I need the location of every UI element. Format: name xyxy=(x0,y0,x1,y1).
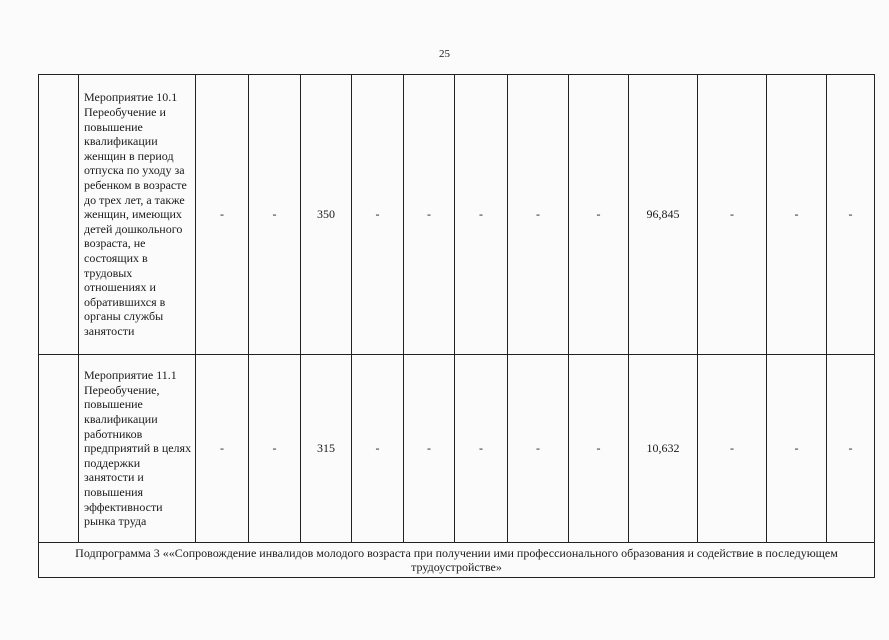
table-row xyxy=(39,355,875,543)
table-cell: - xyxy=(455,355,508,543)
activity-description: Мероприятие 11.1 Переобучение, повышение квалификации работников предприятий в целях поддержки занятости и повышения эффективности рынка труда xyxy=(79,355,196,543)
table-cell: - xyxy=(569,355,629,543)
table-cell: - xyxy=(698,75,767,355)
table-cell: - xyxy=(508,75,569,355)
table-cell: - xyxy=(352,355,404,543)
subprogram-title: Подпрограмма 3 ««Сопровождение инвалидов молодого возраста при получении ими профессионального образования и содействие в последующем трудоустройстве» xyxy=(39,543,875,578)
table-cell: - xyxy=(404,75,455,355)
table-cell: - xyxy=(569,75,629,355)
table-cell: - xyxy=(767,75,827,355)
activity-description: Мероприятие 10.1 Переобучение и повышение квалификации женщин в период отпуска по уходу за ребенком в возрасте до трех лет, а также женщин, имеющих детей дошкольного возраста, не состоящих в трудовых отношениях и обратившихся в органы службы занятости xyxy=(79,75,196,355)
table-cell: - xyxy=(827,75,875,355)
table-cell: - xyxy=(196,75,249,355)
table-cell: 96,845 xyxy=(629,75,698,355)
subprogram-row xyxy=(39,543,875,578)
program-table xyxy=(38,74,875,578)
table-cell: 350 xyxy=(301,75,352,355)
table-cell: - xyxy=(249,355,301,543)
table-cell: - xyxy=(249,75,301,355)
row-index-cell xyxy=(39,75,79,355)
table-row xyxy=(39,75,875,355)
table-cell: - xyxy=(455,75,508,355)
table-cell: - xyxy=(352,75,404,355)
table-cell: 315 xyxy=(301,355,352,543)
table-cell: 10,632 xyxy=(629,355,698,543)
table-cell: - xyxy=(404,355,455,543)
table-cell: - xyxy=(698,355,767,543)
row-index-cell xyxy=(39,355,79,543)
table-cell: - xyxy=(767,355,827,543)
page-number: 25 xyxy=(439,48,450,60)
table-cell: - xyxy=(196,355,249,543)
table-cell: - xyxy=(508,355,569,543)
table-cell: - xyxy=(827,355,875,543)
